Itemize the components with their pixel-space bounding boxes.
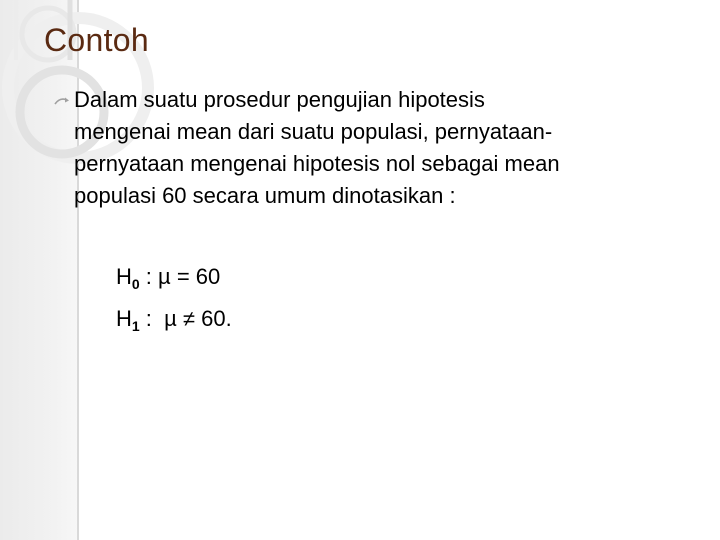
body-line-3: pernyataan mengenai hipotesis nol sebagai mean — [74, 151, 560, 176]
hypothesis-alternative — [116, 306, 232, 334]
hypothesis-alternative-symbol: H — [116, 306, 132, 331]
hypothesis-alternative-subscript: 1 — [131, 318, 140, 334]
hypothesis-alternative-statement: : µ ≠ 60. — [139, 306, 232, 331]
hypothesis-null-symbol: H — [116, 264, 132, 289]
body-line-1: Dalam suatu prosedur pengujian hipotesis — [74, 87, 485, 112]
curved-arrow-bullet-icon — [54, 96, 72, 106]
slide-title: Contoh — [44, 22, 149, 58]
body-line-2: mengenai mean dari suatu populasi, pernyataan- — [74, 119, 553, 144]
hypothesis-null — [116, 264, 220, 292]
body-line-4: populasi 60 secara umum dinotasikan : — [74, 183, 456, 208]
body-text — [74, 84, 704, 212]
hypothesis-null-statement: : µ = 60 — [139, 264, 221, 289]
hypothesis-null-subscript: 0 — [131, 276, 140, 292]
bullet-paragraph — [54, 84, 714, 212]
